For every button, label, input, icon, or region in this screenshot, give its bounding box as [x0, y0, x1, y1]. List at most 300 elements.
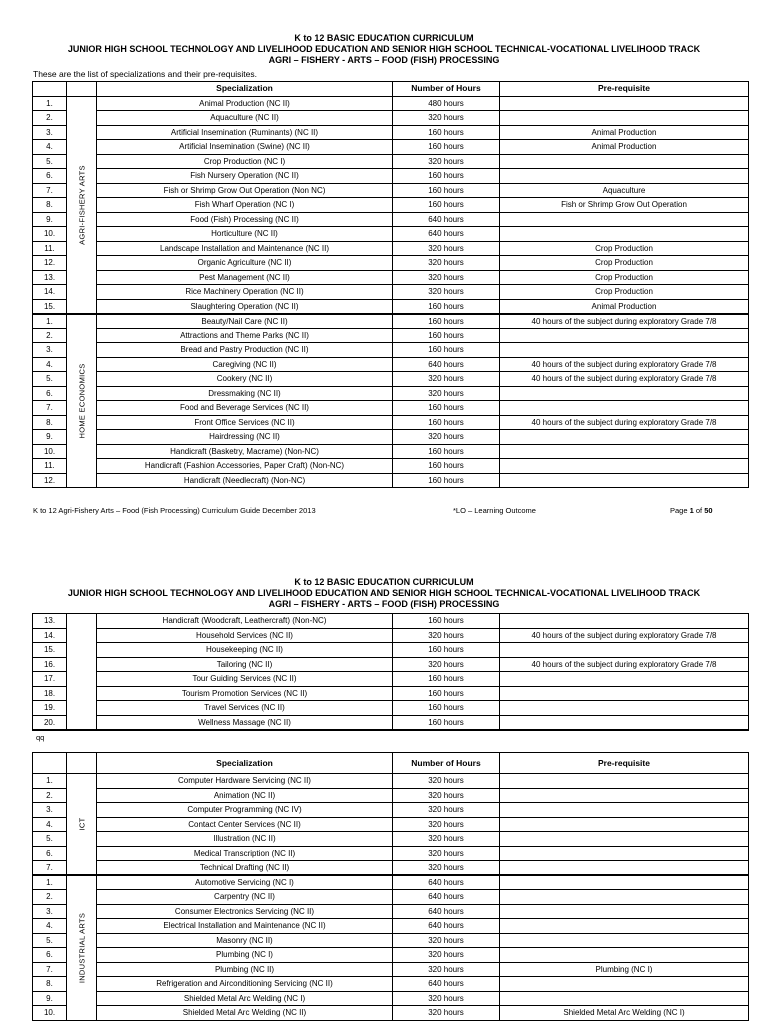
specialization-name: Travel Services (NC II)	[97, 701, 393, 716]
table-row	[33, 96, 749, 111]
table-row	[33, 473, 749, 488]
table-row	[33, 715, 749, 730]
hours-value: 320 hours	[393, 270, 500, 285]
hours-value: 320 hours	[393, 817, 500, 832]
hours-value: 320 hours	[393, 991, 500, 1006]
prerequisite-value	[500, 169, 749, 184]
hours-value: 320 hours	[393, 1006, 500, 1021]
hours-value: 640 hours	[393, 212, 500, 227]
row-number: 8.	[33, 977, 67, 992]
table-row	[33, 343, 749, 358]
row-number: 8.	[33, 415, 67, 430]
group-label: AGRI-FISHERY ARTS	[77, 164, 86, 245]
hours-value: 640 hours	[393, 904, 500, 919]
specialization-name: Fish Nursery Operation (NC II)	[97, 169, 393, 184]
specialization-name: Tour Guiding Services (NC II)	[97, 672, 393, 687]
table-row	[33, 459, 749, 474]
col-number	[33, 753, 67, 774]
hours-value: 640 hours	[393, 357, 500, 372]
row-number: 4.	[33, 919, 67, 934]
hours-value: 640 hours	[393, 227, 500, 242]
specialization-name: Computer Programming (NC IV)	[97, 803, 393, 818]
row-number: 2.	[33, 890, 67, 905]
specialization-name: Masonry (NC II)	[97, 933, 393, 948]
group-cell	[67, 774, 97, 876]
row-number: 13.	[33, 270, 67, 285]
row-number: 1.	[33, 314, 67, 329]
table-row	[33, 314, 749, 329]
table-row	[33, 890, 749, 905]
specialization-name: Fish Wharf Operation (NC I)	[97, 198, 393, 213]
specialization-name: Handicraft (Needlecraft) (Non-NC)	[97, 473, 393, 488]
table-row	[33, 256, 749, 271]
hours-value: 320 hours	[393, 372, 500, 387]
prerequisite-value	[500, 614, 749, 629]
table-row	[33, 904, 749, 919]
row-number: 2.	[33, 788, 67, 803]
prerequisite-value: Aquaculture	[500, 183, 749, 198]
prerequisite-value	[500, 817, 749, 832]
hours-value: 320 hours	[393, 788, 500, 803]
prerequisite-value	[500, 977, 749, 992]
row-number: 6.	[33, 169, 67, 184]
specialization-name: Horticulture (NC II)	[97, 227, 393, 242]
row-number: 9.	[33, 991, 67, 1006]
prerequisite-value	[500, 875, 749, 890]
prerequisite-value: Shielded Metal Arc Welding (NC I)	[500, 1006, 749, 1021]
prerequisite-value	[500, 991, 749, 1006]
prerequisite-value	[500, 788, 749, 803]
specialization-name: Handicraft (Basketry, Macrame) (Non-NC)	[97, 444, 393, 459]
prerequisite-value: 40 hours of the subject during exploratory Grade 7/8	[500, 415, 749, 430]
specialization-name: Artificial Insemination (Ruminants) (NC II)	[97, 125, 393, 140]
hours-value: 160 hours	[393, 401, 500, 416]
hours-value: 160 hours	[393, 473, 500, 488]
row-number: 15.	[33, 299, 67, 314]
row-number: 6.	[33, 846, 67, 861]
prerequisite-value	[500, 227, 749, 242]
hours-value: 160 hours	[393, 169, 500, 184]
table-row	[33, 140, 749, 155]
prerequisite-value	[500, 111, 749, 126]
row-number: 17.	[33, 672, 67, 687]
prerequisite-value	[500, 672, 749, 687]
hours-value: 320 hours	[393, 628, 500, 643]
row-number: 1.	[33, 96, 67, 111]
specialization-name: Rice Machinery Operation (NC II)	[97, 285, 393, 300]
prerequisite-value	[500, 832, 749, 847]
prerequisite-value	[500, 401, 749, 416]
row-number: 14.	[33, 285, 67, 300]
specialization-name: Beauty/Nail Care (NC II)	[97, 314, 393, 329]
prerequisite-value: Crop Production	[500, 256, 749, 271]
specialization-name: Caregiving (NC II)	[97, 357, 393, 372]
group-cell	[67, 314, 97, 488]
specialization-name: Cookery (NC II)	[97, 372, 393, 387]
specialization-name: Aquaculture (NC II)	[97, 111, 393, 126]
specialization-name: Refrigeration and Airconditioning Servicing (NC II)	[97, 977, 393, 992]
hours-value: 160 hours	[393, 686, 500, 701]
specialization-name: Dressmaking (NC II)	[97, 386, 393, 401]
specialization-name: Wellness Massage (NC II)	[97, 715, 393, 730]
prerequisite-value	[500, 212, 749, 227]
table-row	[33, 285, 749, 300]
prerequisite-value	[500, 96, 749, 111]
row-number: 4.	[33, 817, 67, 832]
table-row	[33, 357, 749, 372]
page-label: Page	[670, 506, 690, 515]
table-row	[33, 125, 749, 140]
stray-text: qq	[36, 733, 45, 742]
hours-value: 320 hours	[393, 846, 500, 861]
hours-value: 320 hours	[393, 962, 500, 977]
row-number: 4.	[33, 140, 67, 155]
table-row	[33, 372, 749, 387]
specialization-name: Tourism Promotion Services (NC II)	[97, 686, 393, 701]
row-number: 7.	[33, 401, 67, 416]
specialization-name: Crop Production (NC I)	[97, 154, 393, 169]
group-cell	[67, 875, 97, 1020]
group-cell	[67, 96, 97, 314]
hours-value: 320 hours	[393, 256, 500, 271]
prerequisite-value: 40 hours of the subject during exploratory Grade 7/8	[500, 357, 749, 372]
hours-value: 640 hours	[393, 977, 500, 992]
table-row	[33, 328, 749, 343]
table-row	[33, 933, 749, 948]
table-row	[33, 817, 749, 832]
col-specialization: Specialization	[97, 82, 393, 97]
prerequisite-value	[500, 861, 749, 876]
table-row	[33, 919, 749, 934]
specialization-name: Plumbing (NC I)	[97, 948, 393, 963]
hours-value: 160 hours	[393, 643, 500, 658]
group-label: HOME ECONOMICS	[77, 363, 86, 439]
specialization-name: Animation (NC II)	[97, 788, 393, 803]
col-specialization: Specialization	[97, 753, 393, 774]
row-number: 12.	[33, 256, 67, 271]
specialization-name: Medical Transcription (NC II)	[97, 846, 393, 861]
specialization-name: Organic Agriculture (NC II)	[97, 256, 393, 271]
prerequisite-value	[500, 386, 749, 401]
hours-value: 320 hours	[393, 241, 500, 256]
table-row	[33, 614, 749, 629]
header-line-1: K to 12 BASIC EDUCATION CURRICULUM	[294, 577, 474, 587]
group-industrial-arts	[33, 875, 749, 1020]
table-row	[33, 183, 749, 198]
table-header-row	[33, 753, 749, 774]
group-ict	[33, 774, 749, 876]
prerequisite-value	[500, 459, 749, 474]
specialization-name: Landscape Installation and Maintenance (NC II)	[97, 241, 393, 256]
specialization-name: Slaughtering Operation (NC II)	[97, 299, 393, 314]
table-row	[33, 227, 749, 242]
specialization-name: Shielded Metal Arc Welding (NC I)	[97, 991, 393, 1006]
row-number: 1.	[33, 875, 67, 890]
header-line-3: AGRI – FISHERY - ARTS – FOOD (FISH) PROCESSING	[268, 599, 500, 609]
prerequisite-value	[500, 904, 749, 919]
specialization-name: Consumer Electronics Servicing (NC II)	[97, 904, 393, 919]
table-row	[33, 198, 749, 213]
hours-value: 320 hours	[393, 933, 500, 948]
row-number: 1.	[33, 774, 67, 789]
table-row	[33, 875, 749, 890]
prerequisite-value: 40 hours of the subject during exploratory Grade 7/8	[500, 314, 749, 329]
prerequisite-value	[500, 686, 749, 701]
hours-value: 160 hours	[393, 701, 500, 716]
prerequisite-value: Animal Production	[500, 125, 749, 140]
hours-value: 320 hours	[393, 803, 500, 818]
prerequisite-value	[500, 803, 749, 818]
hours-value: 320 hours	[393, 774, 500, 789]
prerequisite-value: Crop Production	[500, 285, 749, 300]
row-number: 10.	[33, 444, 67, 459]
table-row	[33, 111, 749, 126]
row-number: 10.	[33, 227, 67, 242]
col-number	[33, 82, 67, 97]
col-group	[67, 753, 97, 774]
row-number: 12.	[33, 473, 67, 488]
hours-value: 320 hours	[393, 386, 500, 401]
row-number: 7.	[33, 183, 67, 198]
specialization-name: Hairdressing (NC II)	[97, 430, 393, 445]
col-hours: Number of Hours	[393, 753, 500, 774]
header-line-2: JUNIOR HIGH SCHOOL TECHNOLOGY AND LIVELIHOOD EDUCATION AND SENIOR HIGH SCHOOL TECHNICAL-VOCATIONAL LIVELIHOOD TRACK	[67, 588, 701, 598]
hours-value: 160 hours	[393, 198, 500, 213]
row-number: 16.	[33, 657, 67, 672]
specialization-name: Animal Production (NC II)	[97, 96, 393, 111]
prerequisite-value: 40 hours of the subject during exploratory Grade 7/8	[500, 657, 749, 672]
hours-value: 640 hours	[393, 890, 500, 905]
specialization-name: Technical Drafting (NC II)	[97, 861, 393, 876]
row-number: 2.	[33, 111, 67, 126]
hours-value: 160 hours	[393, 415, 500, 430]
prerequisite-value: Crop Production	[500, 241, 749, 256]
hours-value: 160 hours	[393, 314, 500, 329]
hours-value: 160 hours	[393, 614, 500, 629]
hours-value: 480 hours	[393, 96, 500, 111]
hours-value: 320 hours	[393, 111, 500, 126]
row-number: 3.	[33, 904, 67, 919]
specialization-name: Fish or Shrimp Grow Out Operation (Non NC)	[97, 183, 393, 198]
group-home-economics-cont	[33, 614, 749, 730]
header-line-1: K to 12 BASIC EDUCATION CURRICULUM	[294, 33, 474, 43]
prerequisite-value: Crop Production	[500, 270, 749, 285]
table-row	[33, 212, 749, 227]
table-row	[33, 832, 749, 847]
table-row	[33, 386, 749, 401]
specialization-name: Pest Management (NC II)	[97, 270, 393, 285]
table-row	[33, 643, 749, 658]
table-row	[33, 657, 749, 672]
table-header-row	[33, 82, 749, 97]
hours-value: 160 hours	[393, 299, 500, 314]
specialization-name: Housekeeping (NC II)	[97, 643, 393, 658]
row-number: 8.	[33, 198, 67, 213]
total-pages: 50	[704, 506, 713, 515]
row-number: 15.	[33, 643, 67, 658]
col-group	[67, 82, 97, 97]
table-row	[33, 672, 749, 687]
table-row	[33, 991, 749, 1006]
col-prerequisite: Pre-requisite	[500, 753, 749, 774]
hours-value: 160 hours	[393, 183, 500, 198]
table-row	[33, 686, 749, 701]
table-row	[33, 154, 749, 169]
specialization-table-1	[32, 81, 749, 488]
row-number: 5.	[33, 154, 67, 169]
prerequisite-value: Plumbing (NC I)	[500, 962, 749, 977]
page-header	[0, 33, 768, 66]
row-number: 4.	[33, 357, 67, 372]
hours-value: 320 hours	[393, 657, 500, 672]
specialization-name: Carpentry (NC II)	[97, 890, 393, 905]
specialization-name: Handicraft (Woodcraft, Leathercraft) (Non-NC)	[97, 614, 393, 629]
group-label: INDUSTRIAL ARTS	[77, 912, 86, 983]
prerequisite-value	[500, 890, 749, 905]
prerequisite-value	[500, 430, 749, 445]
hours-value: 320 hours	[393, 285, 500, 300]
prerequisite-value	[500, 948, 749, 963]
specialization-name: Plumbing (NC II)	[97, 962, 393, 977]
prerequisite-value	[500, 701, 749, 716]
row-number: 6.	[33, 948, 67, 963]
prerequisite-value	[500, 328, 749, 343]
hours-value: 320 hours	[393, 861, 500, 876]
footer-note: *LO – Learning Outcome	[453, 506, 536, 515]
page-header	[0, 577, 768, 610]
col-prerequisite: Pre-requisite	[500, 82, 749, 97]
table-row	[33, 977, 749, 992]
row-number: 3.	[33, 343, 67, 358]
hours-value: 640 hours	[393, 875, 500, 890]
prerequisite-value: Animal Production	[500, 140, 749, 155]
prerequisite-value	[500, 444, 749, 459]
specialization-name: Food (Fish) Processing (NC II)	[97, 212, 393, 227]
row-number: 6.	[33, 386, 67, 401]
row-number: 9.	[33, 430, 67, 445]
table-row	[33, 788, 749, 803]
table-row	[33, 299, 749, 314]
row-number: 20.	[33, 715, 67, 730]
current-page: 1	[689, 506, 694, 515]
prerequisite-value: 40 hours of the subject during exploratory Grade 7/8	[500, 372, 749, 387]
table-row	[33, 803, 749, 818]
hours-value: 160 hours	[393, 343, 500, 358]
table-row	[33, 861, 749, 876]
page-of: of	[693, 506, 705, 515]
hours-value: 320 hours	[393, 154, 500, 169]
table-row	[33, 241, 749, 256]
hours-value: 160 hours	[393, 672, 500, 687]
specialization-table-2a	[32, 613, 749, 731]
table-row	[33, 1006, 749, 1021]
row-number: 18.	[33, 686, 67, 701]
table-row	[33, 774, 749, 789]
specialization-name: Illustration (NC II)	[97, 832, 393, 847]
row-number: 2.	[33, 328, 67, 343]
prerequisite-value	[500, 715, 749, 730]
specialization-table-2b	[32, 752, 749, 1021]
specialization-name: Tailoring (NC II)	[97, 657, 393, 672]
group-agri-fishery	[33, 96, 749, 314]
hours-value: 160 hours	[393, 140, 500, 155]
hours-value: 160 hours	[393, 125, 500, 140]
row-number: 9.	[33, 212, 67, 227]
footer-left: K to 12 Agri-Fishery Arts – Food (Fish Processing) Curriculum Guide December 2013	[33, 506, 316, 515]
hours-value: 640 hours	[393, 919, 500, 934]
hours-value: 320 hours	[393, 832, 500, 847]
header-line-3: AGRI – FISHERY - ARTS – FOOD (FISH) PROCESSING	[268, 55, 500, 65]
specialization-name: Electrical Installation and Maintenance (NC II)	[97, 919, 393, 934]
prerequisite-value	[500, 774, 749, 789]
intro-text: These are the list of specializations and their pre-requisites.	[33, 69, 257, 79]
row-number: 5.	[33, 933, 67, 948]
hours-value: 160 hours	[393, 715, 500, 730]
specialization-name: Front Office Services (NC II)	[97, 415, 393, 430]
prerequisite-value: Animal Production	[500, 299, 749, 314]
col-hours: Number of Hours	[393, 82, 500, 97]
row-number: 5.	[33, 372, 67, 387]
specialization-name: Handicraft (Fashion Accessories, Paper Craft) (Non-NC)	[97, 459, 393, 474]
row-number: 3.	[33, 125, 67, 140]
row-number: 5.	[33, 832, 67, 847]
header-line-2: JUNIOR HIGH SCHOOL TECHNOLOGY AND LIVELIHOOD EDUCATION AND SENIOR HIGH SCHOOL TECHNICAL-VOCATIONAL LIVELIHOOD TRACK	[67, 44, 701, 54]
prerequisite-value	[500, 343, 749, 358]
hours-value: 320 hours	[393, 948, 500, 963]
row-number: 10.	[33, 1006, 67, 1021]
row-number: 7.	[33, 962, 67, 977]
table-row	[33, 846, 749, 861]
row-number: 11.	[33, 241, 67, 256]
table-row	[33, 444, 749, 459]
specialization-name: Food and Beverage Services (NC II)	[97, 401, 393, 416]
prerequisite-value	[500, 473, 749, 488]
specialization-name: Attractions and Theme Parks (NC II)	[97, 328, 393, 343]
prerequisite-value	[500, 643, 749, 658]
specialization-name: Computer Hardware Servicing (NC II)	[97, 774, 393, 789]
table-row	[33, 415, 749, 430]
prerequisite-value	[500, 933, 749, 948]
group-home-economics	[33, 314, 749, 488]
row-number: 7.	[33, 861, 67, 876]
hours-value: 320 hours	[393, 430, 500, 445]
row-number: 19.	[33, 701, 67, 716]
table-row	[33, 948, 749, 963]
hours-value: 160 hours	[393, 328, 500, 343]
row-number: 13.	[33, 614, 67, 629]
group-label: ICT	[77, 817, 86, 831]
table-row	[33, 430, 749, 445]
table-row	[33, 270, 749, 285]
specialization-name: Bread and Pastry Production (NC II)	[97, 343, 393, 358]
table-row	[33, 169, 749, 184]
hours-value: 160 hours	[393, 459, 500, 474]
table-row	[33, 962, 749, 977]
specialization-name: Automotive Servicing (NC I)	[97, 875, 393, 890]
table-row	[33, 401, 749, 416]
hours-value: 160 hours	[393, 444, 500, 459]
row-number: 14.	[33, 628, 67, 643]
specialization-name: Household Services (NC II)	[97, 628, 393, 643]
specialization-name: Shielded Metal Arc Welding (NC II)	[97, 1006, 393, 1021]
prerequisite-value	[500, 154, 749, 169]
prerequisite-value: Fish or Shrimp Grow Out Operation	[500, 198, 749, 213]
page-number	[670, 506, 713, 515]
prerequisite-value: 40 hours of the subject during exploratory Grade 7/8	[500, 628, 749, 643]
table-row	[33, 628, 749, 643]
prerequisite-value	[500, 846, 749, 861]
row-number: 3.	[33, 803, 67, 818]
